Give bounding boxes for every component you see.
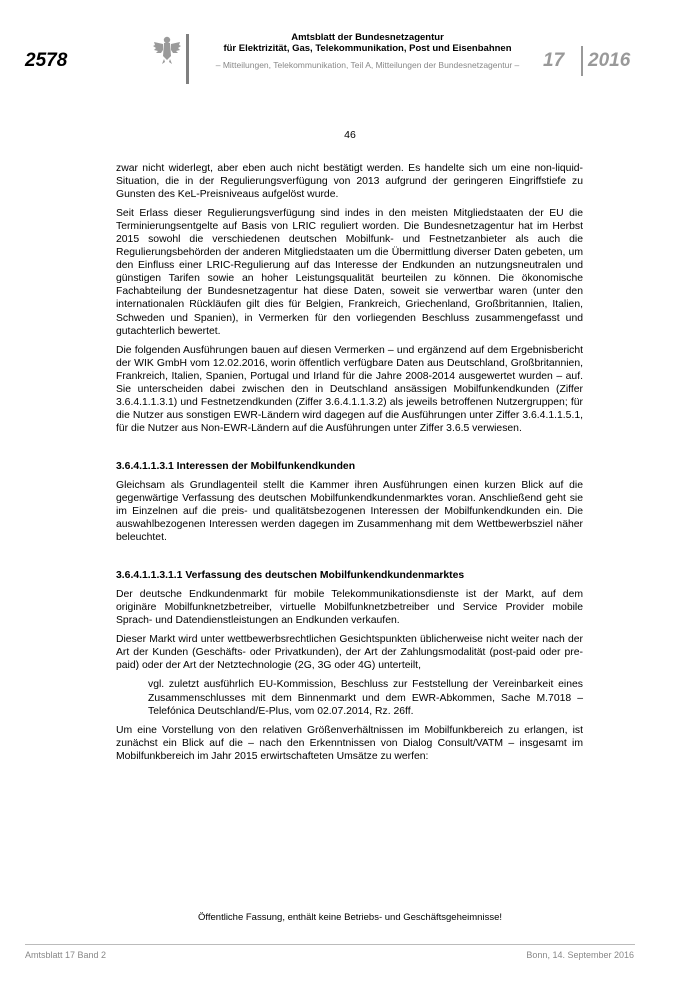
- section-heading: 3.6.4.1.1.3.1 Interessen der Mobilfunkendkunden: [116, 460, 356, 472]
- paragraph: Um eine Vorstellung von den relativen Größenverhältnissen im Mobilfunkbereich zu erlangen, ist zunächst ein Blick auf die – nach den Erkenntnissen von Dialog Consult/VATM – insgesamt im Mobilfunkbereich im Jahr 2015 erwirtschafteten Umsätze zu werfen:: [116, 724, 583, 762]
- footer-issue: Amtsblatt 17 Band 2: [25, 950, 107, 960]
- journal-title-line1: Amtsblatt der Bundesnetzagentur: [291, 32, 444, 43]
- journal-title-line2: für Elektrizität, Gas, Telekommunikation, Post und Eisenbahnen: [223, 43, 512, 54]
- footer-date: Bonn, 14. September 2016: [526, 950, 634, 960]
- paragraph: Seit Erlass dieser Regulierungsverfügung sind indes in den meisten Mitgliedstaaten der EU die Terminierungsentgelte auf Basis von LRIC reguliert worden. Die Bundesnetzagentur hat im Herbst 2015 sowohl die verschiedenen deutschen Mobilfunk- und Festnetzanbieter als auch die Regulierungsbehörden der anderen Mitgliedstaaten um die Übermittlung diverser Daten gebeten, um den Einfluss einer LRIC-Regulierung auf das Interesse der Endkunden an nutzungsneutralen und günstigen Tarifen sowie an hoher Leistungsqualität beurteilen zu können. Die ökonomische Fachabteilung der Bundesnetzagentur hat diese Daten, soweit sie verwertbar waren (unter den internationalen Rückläufen gilt dies für Belgien, Frankreich, Griechenland, Großbritannien, Italien, Schweden und Spanien), in Vermerken für den vorliegenden Beschluss zusammengefasst und gutachterlich bewertet.: [116, 208, 583, 337]
- footer-divider: [25, 944, 635, 945]
- issue-number: 17: [543, 50, 565, 71]
- paragraph: Die folgenden Ausführungen bauen auf diesen Vermerken – und ergänzend auf dem Ergebnisbericht der WIK GmbH vom 12.02.2016, worin öffentlich verfügbare Daten aus Deutschland, Großbritannien, Frankreich, Italien, Spanien, Portugal und Irland für die Jahre 2008-2014 ausgewertet wurden – auf. Sie unterscheiden dabei zwischen den in Deutschland ansässigen Mobilfunkendkunden (Ziffer 3.6.4.1.1.3.1) und Festnetzendkunden (Ziffer 3.6.4.1.1.3.2) als jeweils betroffenen Nutzergruppen; für die Nutzer aus sonstigen EWR-Ländern wird dagegen auf die Ausführungen unter Ziffer 3.6.4.1.1.5.1, für die Nutzer aus Non-EWR-Ländern auf die Ausführungen unter Ziffer 3.6.5 verwiesen.: [116, 344, 583, 434]
- citation-block: vgl. zuletzt ausführlich EU-Kommission, Beschluss zur Feststellung der Vereinbarkeit eines Zusammenschlusses mit dem Binnenmarkt und dem EWR-Abkommen, Sache M.7018 – Telefónica Deutschland/E-Plus, vom 02.07.2014, Rz. 26ff.: [148, 679, 583, 717]
- paragraph: Der deutsche Endkundenmarkt für mobile Telekommunikationsdienste ist der Markt, auf dem originäre Mobilfunknetzbetreiber, virtuelle Mobilfunknetzbetreiber und Service Provider mobile Sprach- und Datendienstleistungen an Endkunden verkaufen.: [116, 589, 583, 627]
- paragraph: zwar nicht widerlegt, aber eben auch nicht bestätigt werden. Es handelte sich um eine non-liquid-Situation, die in der Regulierungsverfügung von 2013 aufgrund der geringeren Eingriffstiefe zu Gunsten des KeL-Preisniveaus aufgelöst wurde.: [116, 163, 583, 201]
- page-number: 2578: [25, 50, 68, 71]
- inner-page-number: 46: [344, 129, 356, 141]
- journal-title: [195, 32, 540, 54]
- public-version-notice: Öffentliche Fassung, enthält keine Betriebs- und Geschäftsgeheimnisse!: [198, 912, 502, 923]
- journal-subtitle: – Mitteilungen, Telekommunikation, Teil A, Mitteilungen der Bundesnetzagentur –: [215, 60, 520, 70]
- document-body: [116, 162, 583, 769]
- federal-eagle-icon: [152, 34, 182, 66]
- paragraph: Dieser Markt wird unter wettbewerbsrechtlichen Gesichtspunkten üblicherweise nicht weiter nach der Art der Kunden (Geschäfts- oder Privatkunden), der Art der Zahlungsmodalität (post-paid oder pre-paid) oder der Art der Netztechnologie (2G, 3G oder 4G) unterteilt,: [116, 634, 583, 672]
- paragraph: Gleichsam als Grundlagenteil stellt die Kammer ihren Ausführungen einen kurzen Blick auf die gegenwärtige Verfassung des deutschen Mobilfunkendkundenmarktes voran. Anschließend geht sie im Einzelnen auf die preis- und qualitätsbezogenen Interessen der Mobilfunkendkunden ein. Die auswahlbezogenen Interessen werden dagegen im Zusammenhang mit dem Wettbewerbsziel näher beleuchtet.: [116, 479, 583, 544]
- header-divider: [186, 34, 189, 84]
- issue-divider: [581, 46, 583, 76]
- issue-year: 2016: [588, 50, 631, 71]
- section-heading: 3.6.4.1.1.3.1.1 Verfassung des deutschen Mobilfunkendkundenmarktes: [116, 570, 465, 582]
